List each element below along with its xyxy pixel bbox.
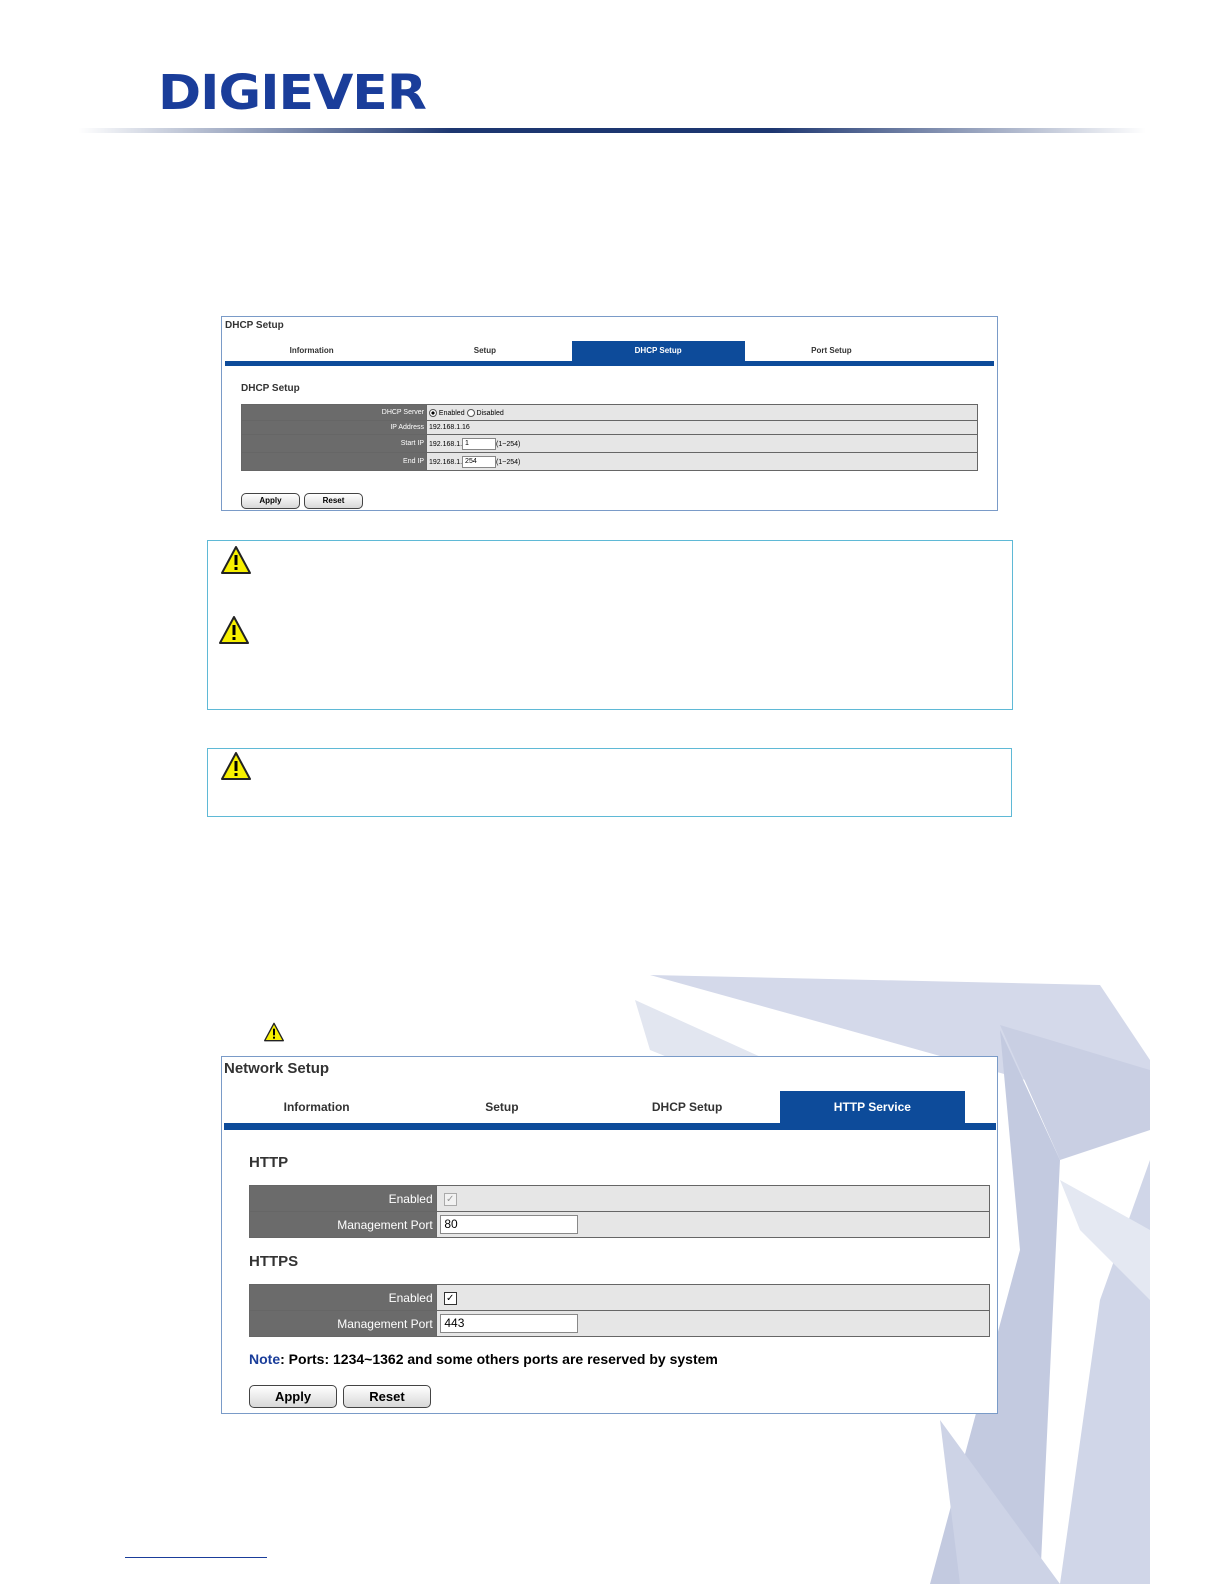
ip-address-label: IP Address: [242, 421, 427, 435]
https-port-value: [437, 1311, 990, 1337]
header-rule: [78, 128, 1146, 133]
warning-icon: [220, 751, 252, 781]
apply-button[interactable]: Apply: [249, 1385, 337, 1408]
tab-bar: [224, 1091, 965, 1123]
https-enabled-label: Enabled: [250, 1285, 437, 1311]
note-text: : Ports: 1234~1362 and some others ports are reserved by system: [280, 1351, 718, 1367]
warning-box: [207, 748, 1012, 817]
http-enabled-checkbox[interactable]: ✓: [444, 1193, 457, 1206]
https-form-table: [249, 1284, 990, 1337]
tab-underline-bar: [224, 1123, 996, 1130]
reset-button[interactable]: Reset: [304, 493, 363, 509]
https-enabled-value: [437, 1285, 990, 1311]
apply-button[interactable]: Apply: [241, 493, 300, 509]
http-enabled-value: [437, 1186, 990, 1212]
start-ip-input[interactable]: 1: [462, 438, 496, 450]
dhcp-server-value: [427, 405, 978, 421]
reset-button[interactable]: Reset: [343, 1385, 431, 1408]
https-enabled-checkbox[interactable]: ✓: [444, 1292, 457, 1305]
end-ip-value: 192.168.1. 254 (1~254): [427, 453, 978, 471]
network-setup-panel: [221, 1056, 998, 1414]
start-ip-label: Start IP: [242, 435, 427, 453]
radio-enabled[interactable]: [429, 409, 437, 417]
radio-disabled[interactable]: [467, 409, 475, 417]
dhcp-server-label: DHCP Server: [242, 405, 427, 421]
http-form-table: [249, 1185, 990, 1238]
end-ip-input[interactable]: 254: [462, 456, 496, 468]
radio-enabled-label: Enabled: [438, 409, 465, 417]
ip-address-value: 192.168.1.16: [427, 421, 978, 435]
warning-icon: [263, 1022, 285, 1042]
tab-information[interactable]: Information: [289, 346, 334, 355]
reserved-ports-note: [249, 1351, 718, 1367]
http-port-value: [437, 1212, 990, 1238]
tab-http-service[interactable]: HTTP Service: [780, 1091, 965, 1123]
warning-box: [207, 540, 1013, 710]
panel-title: Network Setup: [224, 1060, 330, 1077]
start-ip-value: 192.168.1. 1 (1~254): [427, 435, 978, 453]
tab-information[interactable]: Information: [283, 1100, 350, 1114]
http-port-label: Management Port: [250, 1212, 437, 1238]
footer-link-underline: [125, 1557, 267, 1558]
https-port-input[interactable]: 443: [440, 1314, 578, 1333]
end-ip-label: End IP: [242, 453, 427, 471]
section-title: DHCP Setup: [241, 383, 300, 394]
tab-dhcp-setup[interactable]: DHCP Setup: [651, 1100, 723, 1114]
http-port-input[interactable]: 80: [440, 1215, 578, 1234]
digiever-logo: DIGIEVER: [158, 66, 426, 122]
tab-bar: [225, 341, 918, 361]
tab-underline-bar: [225, 361, 994, 366]
dhcp-setup-panel: [221, 316, 998, 511]
warning-icon: [218, 615, 250, 645]
http-section-title: HTTP: [249, 1154, 289, 1171]
dhcp-form-table: [241, 404, 978, 471]
warning-icon: [220, 545, 252, 575]
tab-port-setup[interactable]: Port Setup: [811, 346, 852, 355]
tab-setup[interactable]: Setup: [485, 1100, 519, 1114]
note-label: Note: [249, 1351, 281, 1367]
https-section-title: HTTPS: [249, 1253, 299, 1270]
tab-dhcp-setup[interactable]: DHCP Setup: [572, 341, 745, 361]
https-port-label: Management Port: [250, 1311, 437, 1337]
panel-title: DHCP Setup: [225, 320, 284, 331]
http-enabled-label: Enabled: [250, 1186, 437, 1212]
tab-setup[interactable]: Setup: [473, 346, 496, 355]
radio-disabled-label: Disabled: [476, 409, 504, 417]
